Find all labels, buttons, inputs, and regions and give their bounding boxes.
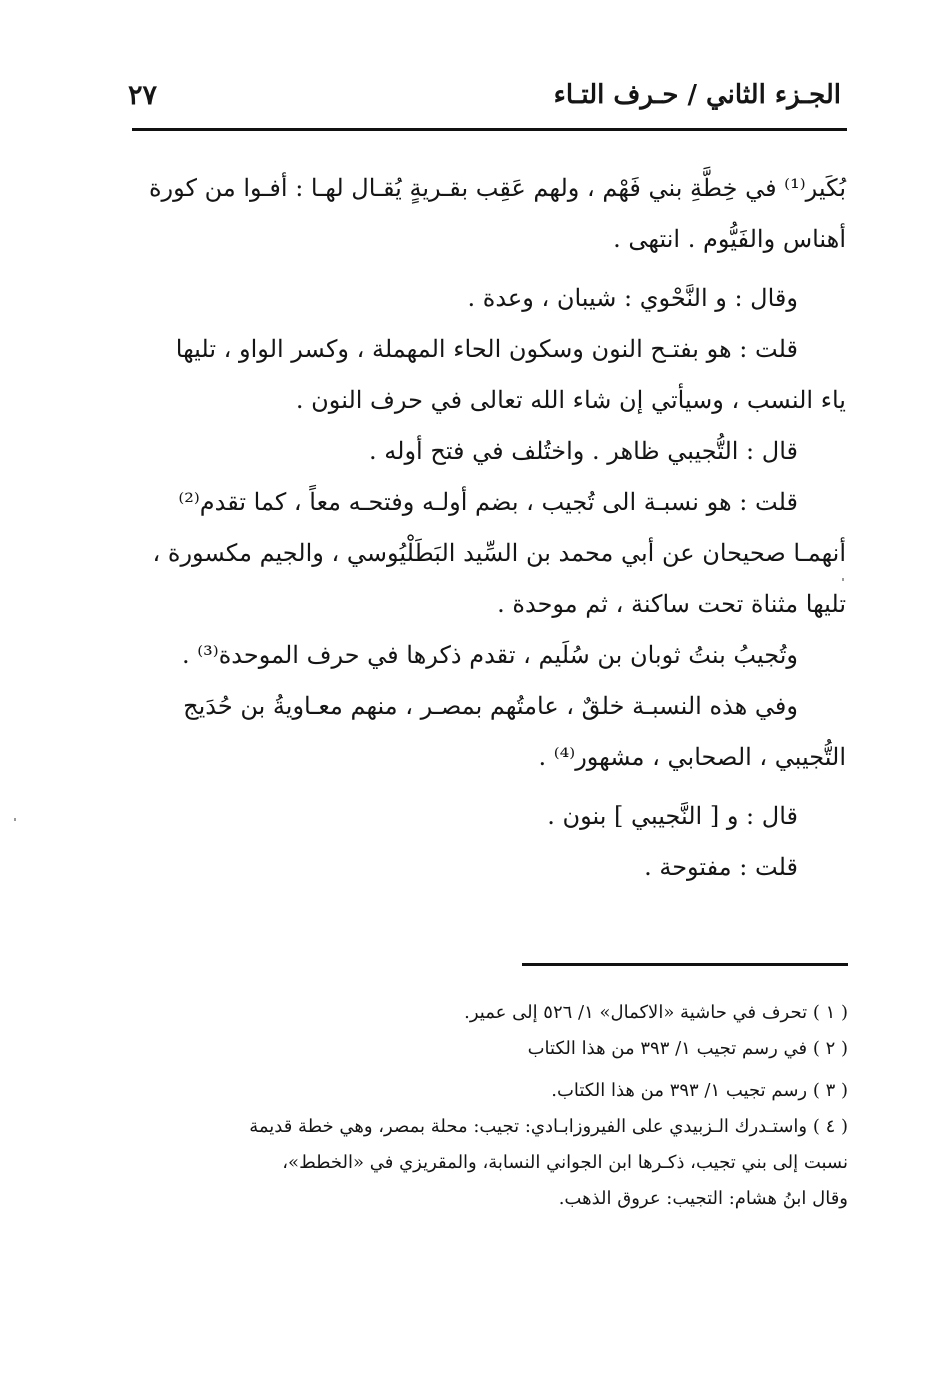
footnote: ( ٣ ) رسم تجيب ١/ ٣٩٣ من هذا الكتاب.: [551, 1080, 848, 1101]
body-line: قلت : هو نسبـة الى تُجيب ، بضم أولـه وفتحـه معاً ، كما تقدم⁽²⁾: [178, 488, 798, 516]
footnote: نسبت إلى بني تجيب، ذكـرها ابن الجواني النسابة، والمقريزي في «الخطط»،: [282, 1152, 848, 1173]
footnote: ( ٤ ) واستـدرك الـزبيدي على الفيروزابـادي: تجيب: محلة بمصر، وهي خطة قديمة: [249, 1116, 848, 1137]
footnote: ( ١ ) تحرف في حاشية «الاكمال» ١/ ٥٢٦ إلى عمير.: [464, 1002, 848, 1023]
body-line: تليها مثناة تحت ساكنة ، ثم موحدة .: [497, 590, 846, 618]
body-line: قال : و [ النَّجيبي ] بنون .: [547, 802, 798, 830]
body-line: قال : التُّجيبي ظاهر . واختُلف في فتح أوله .: [369, 437, 798, 465]
header-rule: [132, 128, 847, 131]
body-line: أنهمـا صحيحان عن أبي محمد بن السِّيد البَطَلْيُوسي ، والجيم مكسورة ،: [152, 539, 846, 567]
body-line: وتُجيبُ بنتُ ثوبان بن سُلَيم ، تقدم ذكرها في حرف الموحدة⁽³⁾ .: [182, 641, 798, 669]
paragraph-gap: [126, 783, 846, 791]
body-line: قلت : مفتوحة .: [644, 853, 798, 881]
footnote: ( ٢ ) في رسم تجيب ١/ ٣٩٣ من هذا الكتاب: [527, 1038, 848, 1059]
scan-speck: [842, 578, 844, 581]
body-text: [126, 163, 846, 893]
body-line: أهناس والفَيُّوم . انتهى .: [613, 225, 846, 253]
scan-speck: [14, 818, 16, 821]
body-line: التُّجيبي ، الصحابي ، مشهور⁽⁴⁾ .: [538, 743, 846, 771]
footnote-rule: [522, 963, 848, 966]
body-line: وقال : و النَّحْوي : شيبان ، وعدة .: [467, 284, 798, 312]
footnote: وقال ابنُ هشام: التجيب: عروق الذهب.: [558, 1188, 848, 1209]
body-line: بُكَير⁽¹⁾ في خِطَّةِ بني فَهْم ، ولهم عَقِب بقـريةٍ يُقـال لهـا : أفـوا من كورة: [148, 174, 846, 202]
body-line: وفي هذه النسبـة خلقٌ ، عامتُهم بمصـر ، منهم معـاويةُ بن حُدَيج: [183, 692, 798, 720]
running-head: الجـزء الثاني / حـرف التـاء: [553, 80, 841, 110]
body-line: قلت : هو بفتـح النون وسكون الحاء المهملة ، وكسر الواو ، تليها: [175, 335, 798, 363]
paragraph-gap: [126, 265, 846, 273]
page-number: ٢٧: [128, 80, 158, 111]
footnotes: [128, 995, 848, 1217]
body-line: ياء النسب ، وسيأتي إن شاء الله تعالى في حرف النون .: [295, 386, 846, 414]
